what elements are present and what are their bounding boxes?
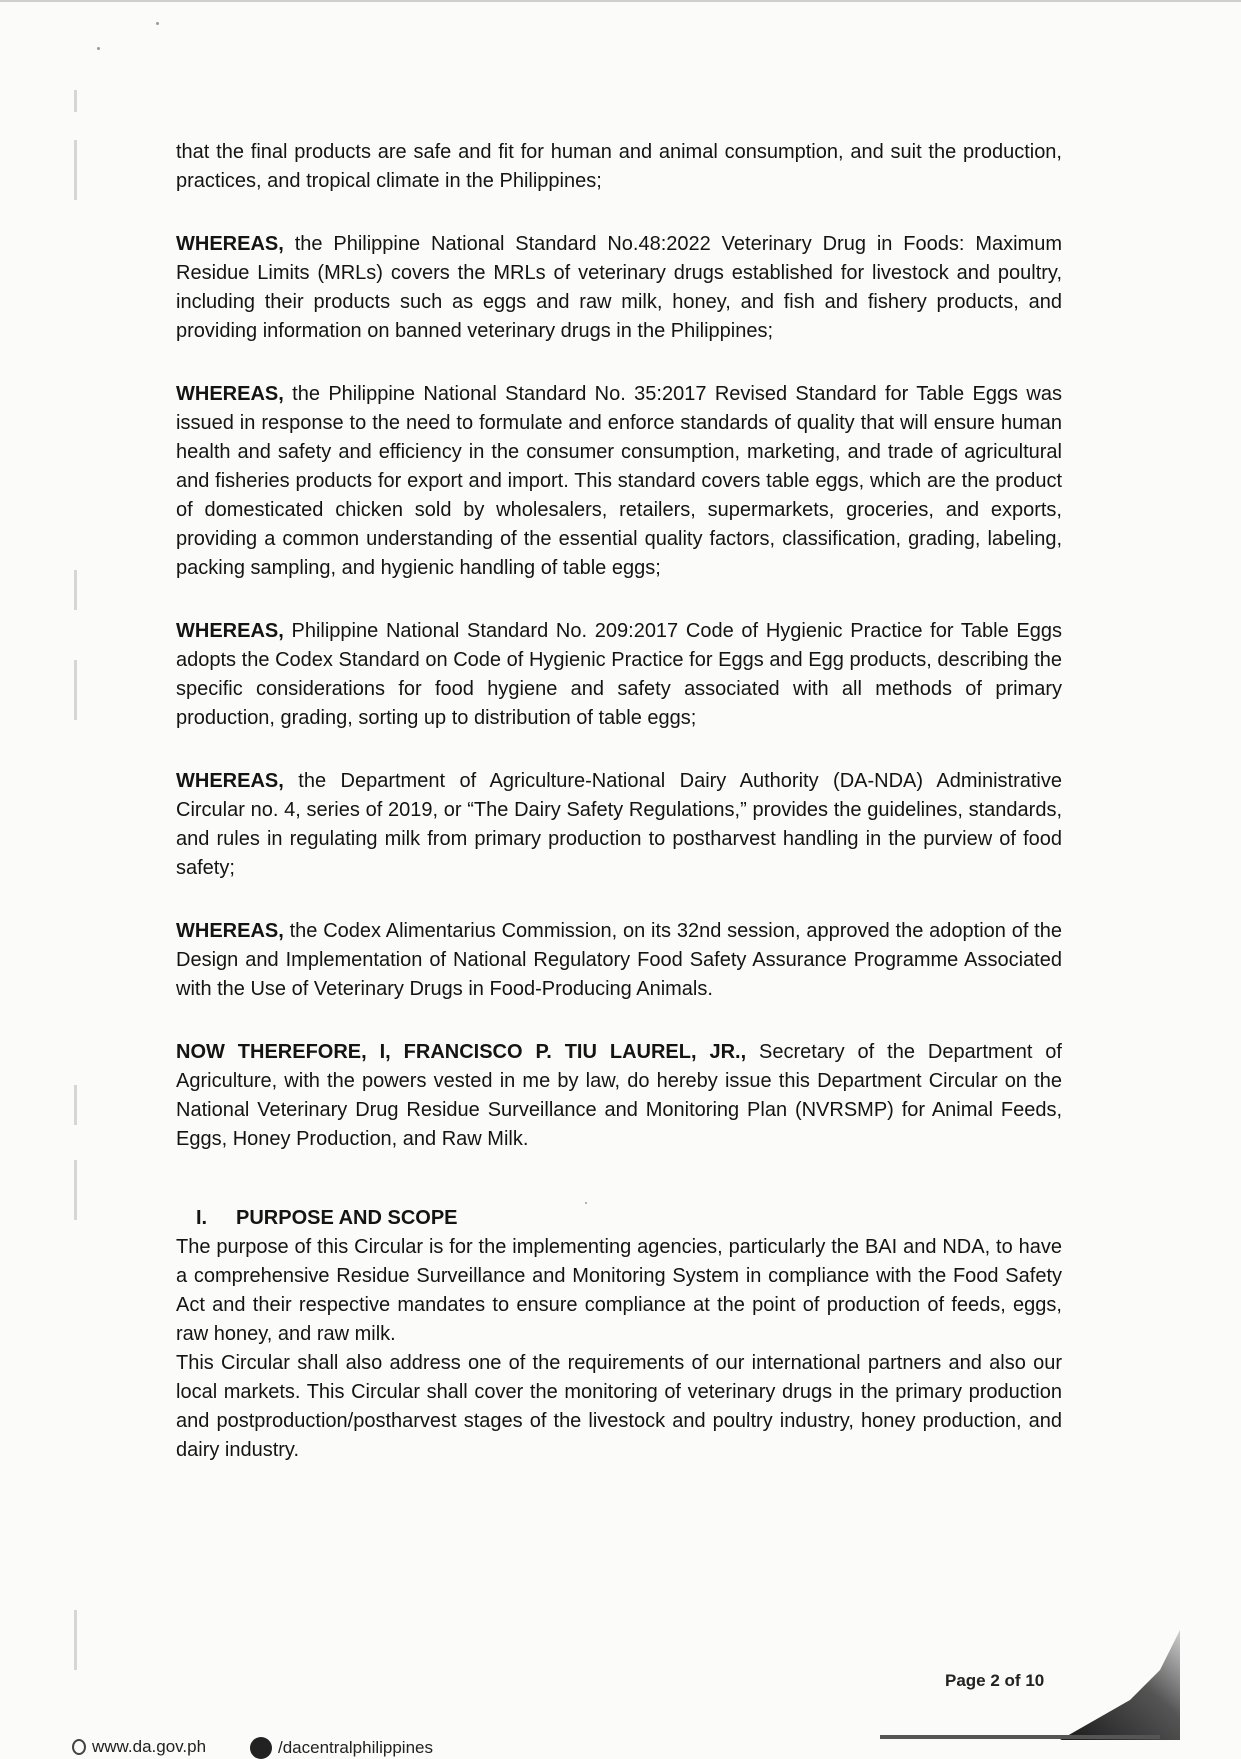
section-title: PURPOSE AND SCOPE <box>236 1207 458 1229</box>
scan-speck <box>97 47 100 50</box>
page-current: 2 <box>990 1671 1000 1690</box>
page-of: of <box>999 1671 1026 1690</box>
document-body <box>176 138 1062 1465</box>
paragraph-text: the Philippine National Standard No.48:2022 Veterinary Drug in Foods: Maximum Residue Limits (MRLs) covers the MRLs of veterinary drugs established for livestock and poultry, including their products such as eggs and raw milk, honey, and fish and fishery products, and providing information on banned veterinary drugs in the Philippines; <box>176 233 1062 342</box>
paragraph-text: that the final products are safe and fit for human and animal consumption, and suit the production, practices, and tropical climate in the Philippines; <box>176 141 1062 192</box>
page-number <box>945 1671 1044 1691</box>
whereas-keyword: WHEREAS, <box>176 920 284 942</box>
scan-margin-mark <box>74 570 77 610</box>
paragraph-text: the Codex Alimentarius Commission, on its 32nd session, approved the adoption of the Design and Implementation of National Regulatory Food Safety Assurance Programme Associated with the Use of Veterinary Drugs in Food-Producing Animals. <box>176 920 1062 1000</box>
whereas-keyword: WHEREAS, <box>176 620 284 642</box>
paragraph-text: the Department of Agriculture-National Dairy Authority (DA-NDA) Administrative Circular no. 4, series of 2019, or “The Dairy Safety Regulations,” provides the guidelines, standards, and rules in regulating milk from primary production to postharvest handling in the purview of food safety; <box>176 770 1062 879</box>
facebook-icon <box>250 1737 272 1759</box>
scan-margin-mark <box>74 140 77 200</box>
whereas-paragraph-codex <box>176 917 1062 1004</box>
whereas-keyword: WHEREAS, <box>176 383 284 405</box>
scope-paragraph <box>176 1349 1062 1465</box>
scan-margin-mark <box>74 1085 77 1125</box>
section-number: I. <box>196 1207 208 1229</box>
scan-edge-line <box>0 0 1241 2</box>
page-label: Page <box>945 1671 991 1690</box>
purpose-paragraph <box>176 1233 1062 1349</box>
globe-icon <box>72 1739 86 1755</box>
section-body <box>176 1233 1062 1465</box>
paragraph-text: the Philippine National Standard No. 35:2017 Revised Standard for Table Eggs was issued in response to the need to formulate and enforce standards of quality that will ensure human health and safety and efficiency in the consumer consumption, marketing, and trade of agricultural and fisheries products for export and import. This standard covers table eggs, which are the product of domesticated chicken sold by wholesalers, retailers, supermarkets, groceries, and exports, providing a common understanding of the essential quality factors, classification, grading, labeling, packing sampling, and hygienic handling of table eggs; <box>176 383 1062 579</box>
scan-margin-mark <box>74 90 77 112</box>
now-therefore-paragraph <box>176 1038 1062 1154</box>
scan-margin-mark <box>74 1610 77 1670</box>
now-therefore-keyword: NOW THEREFORE, I, FRANCISCO P. TIU LAUREL, JR., <box>176 1041 747 1063</box>
page-curl-shadow <box>1060 1630 1180 1740</box>
scan-margin-mark <box>74 1160 77 1220</box>
scan-speck <box>156 22 159 25</box>
footer-rule <box>880 1735 1160 1739</box>
whereas-keyword: WHEREAS, <box>176 233 284 255</box>
website-text: www.da.gov.ph <box>92 1737 207 1756</box>
footer-social <box>250 1737 433 1759</box>
whereas-paragraph-pns-48 <box>176 230 1062 346</box>
whereas-paragraph-pns-209 <box>176 617 1062 733</box>
paragraph-continuation <box>176 138 1062 196</box>
social-handle-text: /dacentralphilippines <box>278 1738 433 1757</box>
scan-margin-mark <box>74 660 77 720</box>
whereas-keyword: WHEREAS, <box>176 770 284 792</box>
section-heading <box>176 1204 1062 1233</box>
paragraph-text: This Circular shall also address one of the requirements of our international partners and also our local markets. This Circular shall cover the monitoring of veterinary drugs in the primary production and postproduction/postharvest stages of the livestock and poultry industry, honey production, and dairy industry. <box>176 1352 1062 1461</box>
page-total: 10 <box>1025 1671 1045 1690</box>
paragraph-text: Philippine National Standard No. 209:2017 Code of Hygienic Practice for Table Eggs adopts the Codex Standard on Code of Hygienic Practice for Eggs and Egg products, describing the specific considerations for food hygiene and safety associated with all methods of primary production, grading, sorting up to distribution of table eggs; <box>176 620 1062 729</box>
whereas-paragraph-pns-35 <box>176 380 1062 583</box>
footer-website <box>72 1737 206 1757</box>
paragraph-text: Secretary of the Department of Agriculture, with the powers vested in me by law, do hereby issue this Department Circular on the National Veterinary Drug Residue Surveillance and Monitoring Plan (NVRSMP) for Animal Feeds, Eggs, Honey Production, and Raw Milk. <box>176 1041 1062 1150</box>
whereas-paragraph-da-nda <box>176 767 1062 883</box>
paragraph-text: The purpose of this Circular is for the implementing agencies, particularly the BAI and NDA, to have a comprehensive Residue Surveillance and Monitoring System in compliance with the Food Safety Act and their respective mandates to ensure compliance at the point of production of feeds, eggs, raw honey, and raw milk. <box>176 1236 1062 1345</box>
